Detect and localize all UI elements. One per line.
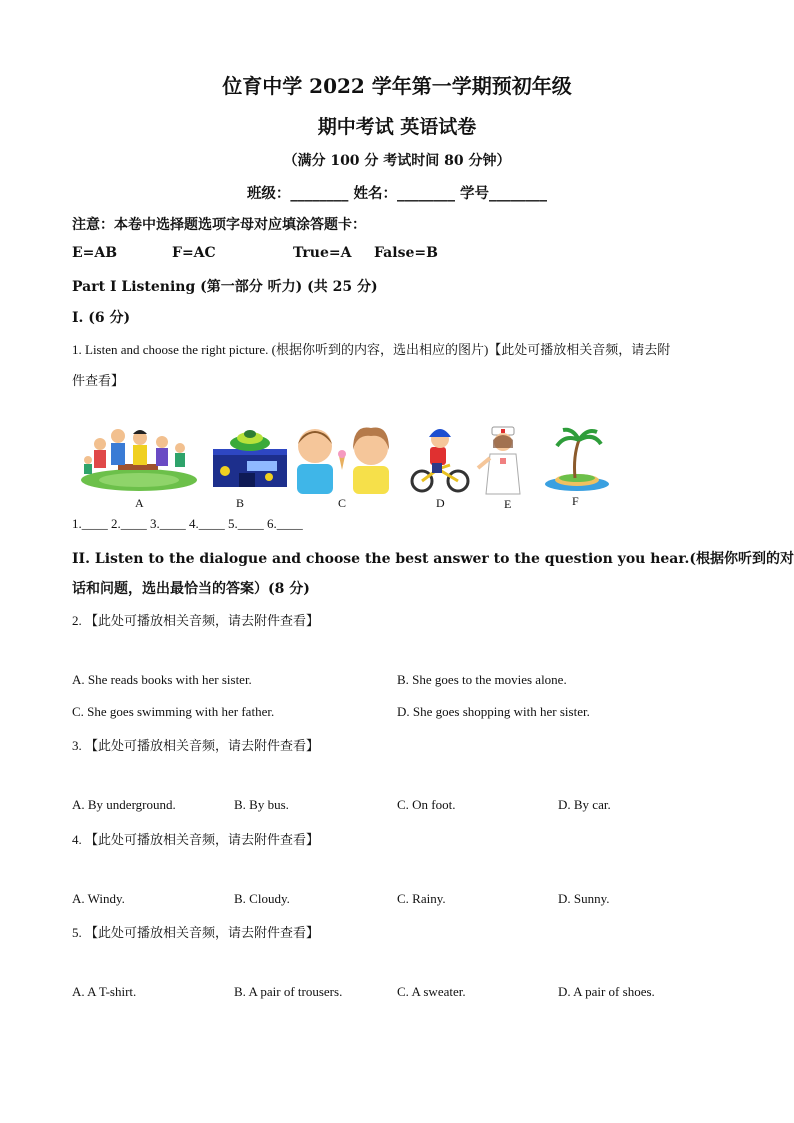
section-II-line2: 话和问题，选出最恰当的答案）(8 分) [72, 581, 310, 597]
picture-kids-ice-cream [287, 424, 397, 494]
question-5-option-d: D. A pair of shoes. [558, 984, 655, 999]
question-4-option-c: C. Rainy. [397, 891, 446, 906]
picture-label-c: C [338, 496, 347, 510]
code-true: True=A [293, 245, 352, 261]
picture-label-b: B [236, 496, 245, 510]
code-ac: F=AC [172, 245, 216, 261]
exam-title-line1: 位育中学 2022 学年第一学期预初年级 [222, 74, 572, 98]
picture-label-d: D [436, 496, 445, 510]
code-false: False=B [374, 245, 438, 261]
question-4-option-b: B. Cloudy. [234, 891, 290, 906]
question-3-option-b: B. By bus. [234, 797, 289, 812]
section-I-heading: I. (6 分) [72, 310, 131, 326]
question-3-option-d: D. By car. [558, 797, 611, 812]
question-2-option-a: A. She reads books with her sister. [72, 672, 252, 687]
question-2-prompt: 2. 【此处可播放相关音频，请去附件查看】 [72, 613, 320, 628]
picture-label-f: F [572, 494, 579, 508]
question-4-option-a: A. Windy. [72, 891, 125, 906]
question-1-line1: 1. Listen and choose the right picture. (根据你听到的内容，选出相应的图片)【此处可播放相关音频，请去附 [72, 342, 671, 357]
question-1-line2: 件查看】 [72, 373, 125, 388]
picture-label-e: E [504, 497, 512, 511]
question-2-option-d: D. She goes shopping with her sister. [397, 704, 590, 719]
student-info-line: 班级：________ 姓名：________ 学号________ [246, 185, 548, 202]
question-3-option-a: A. By underground. [72, 797, 176, 812]
notice-line: 注意：本卷中选择题选项字母对应填涂答题卡： [72, 217, 366, 233]
section-II-line1: II. Listen to the dialogue and choose the best answer to the question you hear.(根据你听到的对 [72, 551, 794, 567]
code-ab: E=AB [72, 245, 118, 261]
question-5-option-b: B. A pair of trousers. [234, 984, 343, 999]
question-4-prompt: 4. 【此处可播放相关音频，请去附件查看】 [72, 832, 320, 847]
question-5-option-c: C. A sweater. [397, 984, 466, 999]
question-3-option-c: C. On foot. [397, 797, 456, 812]
picture-family-picnic [78, 422, 200, 492]
question-2-option-c: C. She goes swimming with her father. [72, 704, 275, 719]
part1-heading: Part Ⅰ Listening (第一部分 听力) (共 25 分) [72, 279, 378, 295]
picture-boy-bike [408, 425, 472, 493]
picture-nurse [474, 424, 534, 496]
question-4-option-d: D. Sunny. [558, 891, 610, 906]
question-5-prompt: 5. 【此处可播放相关音频，请去附件查看】 [72, 925, 320, 940]
picture-label-a: A [135, 496, 144, 510]
question-5-option-a: A. A T-shirt. [72, 984, 137, 999]
question-3-prompt: 3. 【此处可播放相关音频，请去附件查看】 [72, 738, 320, 753]
question-2-option-b: B. She goes to the movies alone. [397, 672, 567, 687]
question-1-blanks: 1.____ 2.____ 3.____ 4.____ 5.____ 6.____ [72, 516, 303, 531]
picture-island [543, 426, 611, 492]
exam-subtitle: （满分 100 分 考试时间 80 分钟） [283, 153, 511, 169]
exam-title-line2: 期中考试 英语试卷 [317, 116, 477, 138]
picture-museum-building [209, 425, 291, 491]
